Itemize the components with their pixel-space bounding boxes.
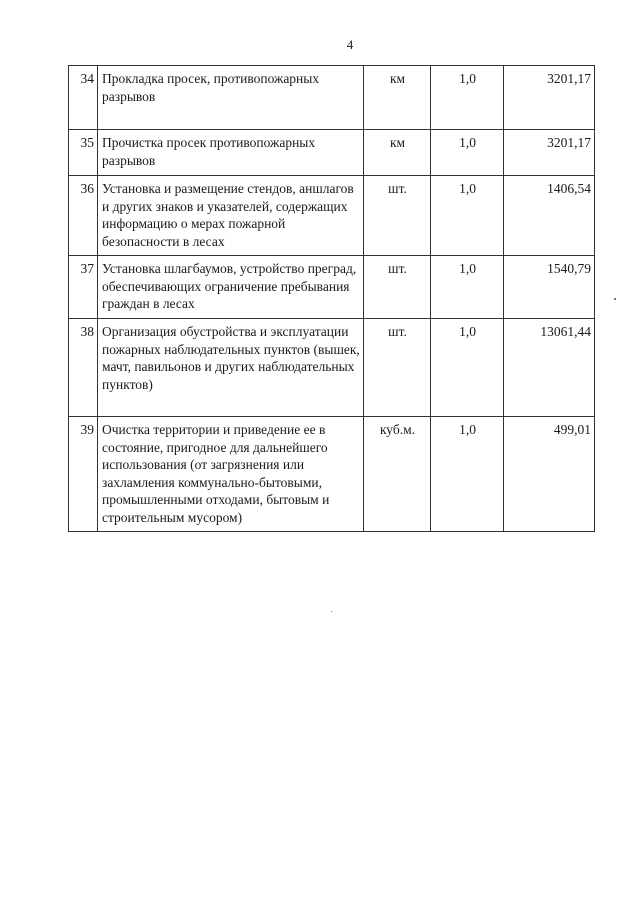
work-description: Установка и размещение стендов, аншлагов и других знаков и указателей, содержащих информацию о мерах пожарной безопасности в лесах [98,176,364,256]
unit-of-measure: шт. [364,319,431,417]
unit-of-measure: км [364,130,431,176]
work-description: Прочистка просек противопожарных разрывов [98,130,364,176]
rate-value: 499,01 [504,417,595,532]
coefficient: 1,0 [431,417,504,532]
work-description: Прокладка просек, противопожарных разрывов [98,66,364,130]
coefficient: 1,0 [431,319,504,417]
coefficient: 1,0 [431,130,504,176]
work-description: Очистка территории и приведение ее в состояние, пригодное для дальнейшего использования (от загрязнения или захламления коммунально-бытовыми, промышленными отходами, бытовым и строительным мусором) [98,417,364,532]
tariff-table [68,65,595,532]
coefficient: 1,0 [431,256,504,319]
scan-speck [331,611,332,612]
scan-speck [614,298,616,300]
table-row [69,66,595,130]
table-row [69,130,595,176]
row-number: 39 [69,417,98,532]
coefficient: 1,0 [431,176,504,256]
rate-value: 3201,17 [504,66,595,130]
row-number: 37 [69,256,98,319]
rate-value: 1540,79 [504,256,595,319]
row-number: 34 [69,66,98,130]
unit-of-measure: шт. [364,256,431,319]
rate-value: 3201,17 [504,130,595,176]
table-row [69,319,595,417]
row-number: 35 [69,130,98,176]
table-row [69,256,595,319]
rate-value: 1406,54 [504,176,595,256]
rate-value: 13061,44 [504,319,595,417]
table-row [69,417,595,532]
row-number: 36 [69,176,98,256]
work-description: Организация обустройства и эксплуатации пожарных наблюдательных пунктов (вышек, мачт, павильонов и других наблюдательных пунктов) [98,319,364,417]
unit-of-measure: км [364,66,431,130]
unit-of-measure: куб.м. [364,417,431,532]
unit-of-measure: шт. [364,176,431,256]
row-number: 38 [69,319,98,417]
table-row [69,176,595,256]
coefficient: 1,0 [431,66,504,130]
page-number: 4 [346,37,354,52]
work-description: Установка шлагбаумов, устройство преград, обеспечивающих ограничение пребывания граждан в лесах [98,256,364,319]
